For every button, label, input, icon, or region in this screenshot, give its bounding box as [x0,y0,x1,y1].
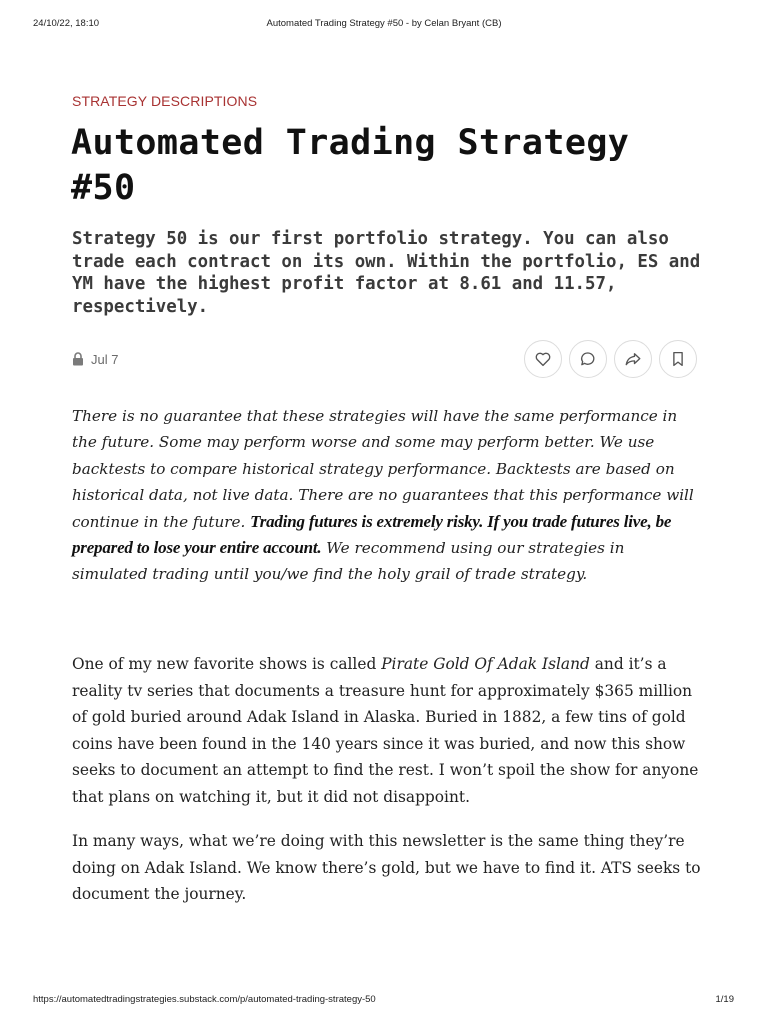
print-header [0,18,768,32]
show-title: Pirate Gold Of Adak Island [381,655,590,673]
body-paragraph-2: In many ways, what we’re doing with this newsletter is the same thing they’re doing on Adak Island. We know there’s gold, but we have to find it. ATS seeks to document the journey. [72,832,701,904]
lock-icon [72,352,84,366]
print-url: https://automatedtradingstrategies.substack.com/p/automated-trading-strategy-50 [33,994,376,1005]
print-page-number: 1/19 [715,994,734,1005]
bookmark-button[interactable] [659,340,697,378]
print-datetime: 24/10/22, 18:10 [33,18,100,29]
share-icon [624,350,642,368]
disclaimer-intro: There is no guarantee that these strategies will have the same performance in the future. Some may perform worse and some may perform better. We use backtests to compare historical strategy performance. Backtests are based on historical data, not live data. There are no guarantees that this performance will continue in the future. [72,407,694,531]
like-button[interactable] [524,340,562,378]
p1-before: One of my new favorite shows is called [72,655,382,673]
disclaimer-paragraph [72,403,704,588]
post-subtitle: Strategy 50 is our first portfolio strategy. You can also trade each contract on its own. Within the portfolio, ES and YM have the highest profit factor at 8.61 and 11.57, respectively. [72,229,701,317]
share-button[interactable] [614,340,652,378]
p1-after: and it’s a reality tv series that documents a treasure hunt for approximately $365 million of gold buried around Adak Island in Alaska. Buried in 1882, a few tins of gold coins have been found in the 140 years since it was buried, and now this show seeks to document an attempt to find the rest. I won’t spoil the show for anyone that plans on watching it, but it did not disappoint. [72,655,699,806]
post-date: Jul 7 [91,352,119,367]
risk-warning: Trading futures is extremely risky. If you trade futures live, be prepared to lose your entire account. [72,511,672,558]
print-page-title: Automated Trading Strategy #50 - by Celan Bryant (CB) [266,18,502,29]
disclaimer-outro: We recommend using our strategies in simulated trading until you/we find the holy grail of trade strategy. [72,539,625,584]
heart-icon [534,350,552,368]
body-paragraph-1 [72,651,704,811]
bookmark-icon [669,350,687,368]
comment-icon [579,350,597,368]
post-title: Automated Trading Strategy #50 [71,123,630,208]
comment-button[interactable] [569,340,607,378]
section-label[interactable]: STRATEGY DESCRIPTIONS [72,93,258,109]
print-footer [0,994,768,1008]
